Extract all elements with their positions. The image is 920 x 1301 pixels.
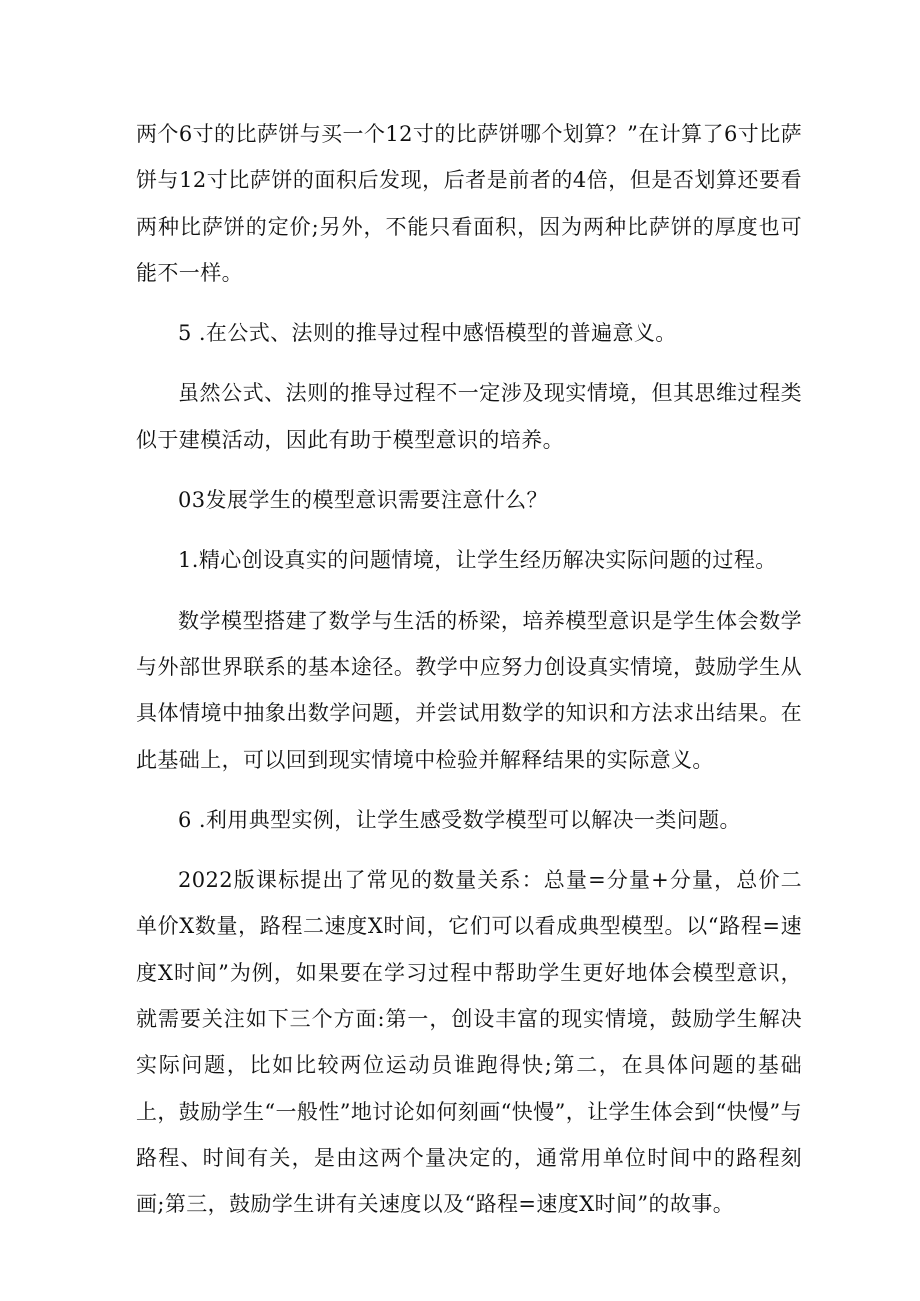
heading-item-1-real-situations: 1.精心创设真实的问题情境，让学生经历解决实际问题的过程。 xyxy=(178,548,777,573)
heading-item-6-typical-examples: 6 .利用典型实例，让学生感受数学模型可以解决一类问题。 xyxy=(178,807,741,832)
section-heading-03: 03发展学生的模型意识需要注意什么？ xyxy=(178,488,548,513)
paragraph-math-models-bridge: 数学模型搭建了数学与生活的桥梁，培养模型意识是学生体会数学与外部世界联系的基本途径。教学中应努力创设真实情境，鼓励学生从具体情境中抽象出数学问题，并尝试用数学的知识和方法求出结果。在此基础上，可以回到现实情境中检验并解释结果的实际意义。 xyxy=(136,608,802,772)
paragraph-formula-derivation: 虽然公式、法则的推导过程不一定涉及现实情境，但其思维过程类似于建模活动，因此有助于模型意识的培养。 xyxy=(136,381,802,452)
document-body xyxy=(136,111,802,1228)
heading-item-5-formula-derivation: 5 .在公式、法则的推导过程中感悟模型的普遍意义。 xyxy=(178,321,677,346)
paragraph-pizza-comparison: 两个6寸的比萨饼与买一个12寸的比萨饼哪个划算？”在计算了6寸比萨饼与12寸比萨饼的面积后发现，后者是前者的4倍，但是否划算还要看两种比萨饼的定价;另外，不能只看面积，因为两种比萨饼的厚度也可能不一样。 xyxy=(136,122,802,285)
paragraph-quantity-relations: 2022版课标提出了常见的数量关系：总量=分量+分量，总价二单价X数量，路程二速度X时间，它们可以看成典型模型。以“路程=速度X时间”为例，如果要在学习过程中帮助学生更好地体会模型意识，就需要关注如下三个方面:第一，创设丰富的现实情境，鼓励学生解决实际问题，比如比较两位运动员谁跑得快;第二，在具体问题的基础上，鼓励学生“一般性”地讨论如何刻画“快慢”，让学生体会到“快慢”与路程、时间有关，是由这两个量决定的，通常用单位时间中的路程刻画;第三，鼓励学生讲有关速度以及“路程=速度X时间”的故事。 xyxy=(136,868,803,1217)
